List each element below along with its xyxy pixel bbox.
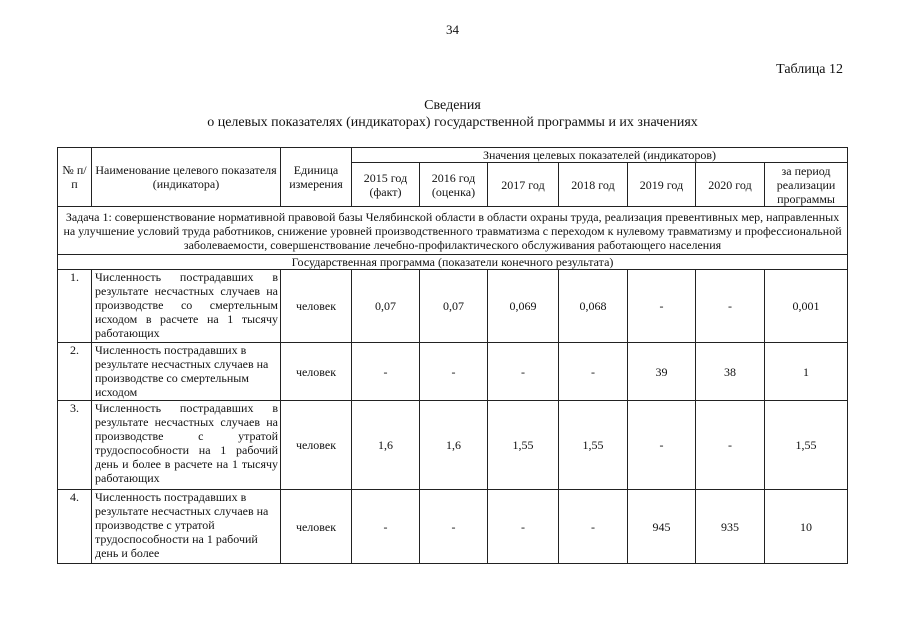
row-name: Численность пострадавших в результате несчастных случаев на производстве со смертельным исходом <box>92 343 281 401</box>
heading-line-1: Сведения <box>424 98 481 113</box>
row-value-2019: - <box>628 401 696 490</box>
header-2020: 2020 год <box>696 163 765 207</box>
row-value-period: 1,55 <box>765 401 848 490</box>
row-value-2020: - <box>696 270 765 343</box>
row-unit: человек <box>281 343 352 401</box>
table-row <box>58 401 848 490</box>
row-value-2019: 945 <box>628 490 696 564</box>
row-name: Численность пострадавших в результате несчастных случаев на производстве с утратой трудоспособности на 1 рабочий день и более <box>92 490 281 564</box>
row-value-2018: 0,068 <box>559 270 628 343</box>
section-row <box>58 255 848 270</box>
table-row <box>58 490 848 564</box>
indicators-table <box>57 147 848 564</box>
row-value-2015: 0,07 <box>352 270 420 343</box>
row-unit: человек <box>281 270 352 343</box>
row-num: 2. <box>58 343 92 401</box>
row-value-2016: 0,07 <box>420 270 488 343</box>
row-value-2018: 1,55 <box>559 401 628 490</box>
row-value-2017: - <box>488 343 559 401</box>
row-value-2017: - <box>488 490 559 564</box>
header-name: Наименование целевого показателя (индикатора) <box>92 148 281 207</box>
row-value-period: 10 <box>765 490 848 564</box>
page-number: 34 <box>446 22 459 37</box>
header-2019: 2019 год <box>628 163 696 207</box>
row-unit: человек <box>281 401 352 490</box>
task-text: Задача 1: совершенствование нормативной правовой базы Челябинской области в области охраны труда, реализация превентивных мер, направленных на улучшение условий труда работников, снижение уровней производственного травматизма с переходом к нулевому травматизму и профессиональной заболеваемости, совершенствование лечебно-профилактического обслуживания работающего населения <box>58 207 848 255</box>
row-value-2015: - <box>352 343 420 401</box>
row-value-period: 1 <box>765 343 848 401</box>
row-num: 3. <box>58 401 92 490</box>
header-period: за период реализации программы <box>765 163 848 207</box>
header-unit: Единица измерения <box>281 148 352 207</box>
heading-line-2: о целевых показателях (индикаторах) государственной программы и их значениях <box>207 115 698 130</box>
row-value-2016: - <box>420 490 488 564</box>
row-value-2015: - <box>352 490 420 564</box>
table-label: Таблица 12 <box>776 62 843 77</box>
header-2017: 2017 год <box>488 163 559 207</box>
row-value-2017: 0,069 <box>488 270 559 343</box>
table-row <box>58 270 848 343</box>
row-value-2017: 1,55 <box>488 401 559 490</box>
header-2015: 2015 год (факт) <box>352 163 420 207</box>
row-value-2015: 1,6 <box>352 401 420 490</box>
row-value-2020: 935 <box>696 490 765 564</box>
row-value-2018: - <box>559 343 628 401</box>
section-text: Государственная программа (показатели конечного результата) <box>58 255 848 270</box>
row-value-2019: 39 <box>628 343 696 401</box>
row-value-2020: 38 <box>696 343 765 401</box>
row-value-period: 0,001 <box>765 270 848 343</box>
row-name: Численность пострадавших в результате несчастных случаев на производстве с утратой трудоспособности на 1 рабочий день и более в расчете на 1 тысячу работающих <box>92 401 281 490</box>
row-value-2018: - <box>559 490 628 564</box>
row-value-2016: 1,6 <box>420 401 488 490</box>
header-row-1 <box>58 148 848 163</box>
row-value-2020: - <box>696 401 765 490</box>
row-num: 1. <box>58 270 92 343</box>
row-unit: человек <box>281 490 352 564</box>
header-2016: 2016 год (оценка) <box>420 163 488 207</box>
row-num: 4. <box>58 490 92 564</box>
row-value-2019: - <box>628 270 696 343</box>
header-2018: 2018 год <box>559 163 628 207</box>
row-value-2016: - <box>420 343 488 401</box>
header-values-group: Значения целевых показателей (индикаторов) <box>352 148 848 163</box>
header-num: № п/п <box>58 148 92 207</box>
task-row <box>58 207 848 255</box>
row-name: Численность пострадавших в результате несчастных случаев на производстве со смертельным исходом в расчете на 1 тысячу работающих <box>92 270 281 343</box>
document-heading <box>0 97 905 131</box>
table-row <box>58 343 848 401</box>
